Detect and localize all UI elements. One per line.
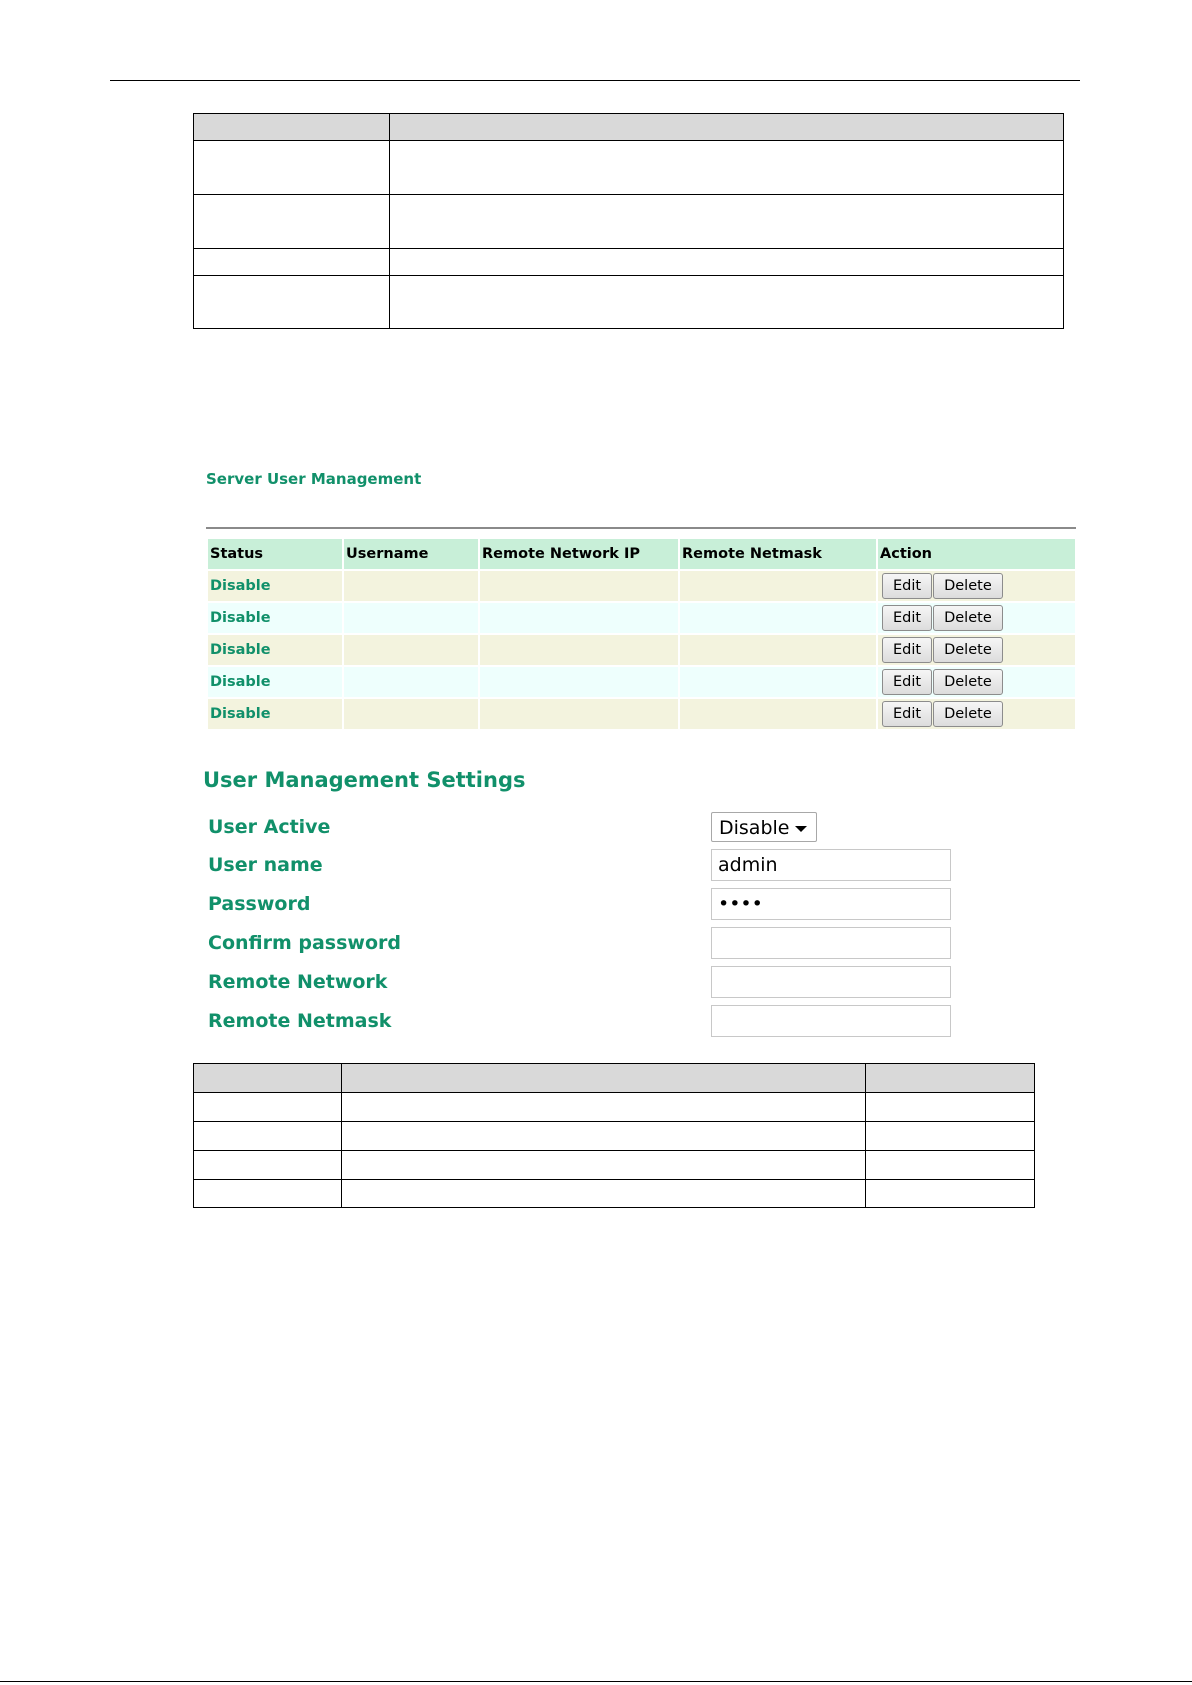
confirm-password-label: Confirm password [208, 932, 402, 954]
delete-button[interactable]: Delete [933, 605, 1003, 631]
action-cell [878, 699, 1075, 729]
action-cell [878, 667, 1075, 697]
user-list-header [208, 539, 1075, 569]
edit-button[interactable]: Edit [882, 701, 932, 727]
table-row [194, 1093, 1035, 1122]
table-row [194, 1122, 1035, 1151]
action-cell [878, 635, 1075, 665]
password-label: Password [208, 893, 311, 915]
remote-netmask-cell [680, 571, 876, 601]
remote-network-label: Remote Network [208, 971, 388, 993]
table-row [194, 141, 1064, 195]
table-header-row [194, 1064, 1035, 1093]
user-name-input[interactable] [711, 849, 951, 881]
status-cell: Disable [208, 667, 342, 697]
action-cell [878, 603, 1075, 633]
edit-button[interactable]: Edit [882, 669, 932, 695]
table-row [208, 667, 1075, 697]
username-cell [344, 699, 478, 729]
table-row [194, 1180, 1035, 1208]
table-row [208, 603, 1075, 633]
status-cell: Disable [208, 603, 342, 633]
table-row [194, 1151, 1035, 1180]
status-cell: Disable [208, 635, 342, 665]
user-active-label: User Active [208, 816, 331, 838]
action-cell [878, 571, 1075, 601]
table-row [194, 195, 1064, 249]
dropdown-arrow-icon [795, 826, 807, 832]
delete-button[interactable]: Delete [933, 669, 1003, 695]
footer-rule [0, 1681, 1192, 1682]
remote-ip-cell [480, 699, 678, 729]
server-user-management-title: Server User Management [206, 470, 422, 488]
document-table-top [193, 113, 1064, 329]
user-list-table [206, 537, 1077, 731]
remote-netmask-cell [680, 667, 876, 697]
section-divider [206, 527, 1076, 529]
status-cell: Disable [208, 699, 342, 729]
edit-button[interactable]: Edit [882, 605, 932, 631]
table-row [208, 699, 1075, 729]
table-row [194, 249, 1064, 276]
delete-button[interactable]: Delete [933, 637, 1003, 663]
column-header-remote-network-ip: Remote Network IP [480, 539, 678, 569]
user-active-select[interactable] [711, 812, 817, 842]
user-active-value: Disable [719, 817, 790, 839]
edit-button[interactable]: Edit [882, 637, 932, 663]
remote-ip-cell [480, 667, 678, 697]
remote-ip-cell [480, 571, 678, 601]
table-row [208, 635, 1075, 665]
table-row [208, 571, 1075, 601]
document-table-bottom [193, 1063, 1035, 1208]
table-header-row [194, 114, 1064, 141]
column-header-action: Action [878, 539, 1075, 569]
column-header-username: Username [344, 539, 478, 569]
confirm-password-input[interactable] [711, 927, 951, 959]
username-cell [344, 667, 478, 697]
remote-netmask-cell [680, 635, 876, 665]
remote-ip-cell [480, 603, 678, 633]
user-management-settings-title: User Management Settings [203, 768, 526, 792]
password-input[interactable] [711, 888, 951, 920]
table-row [194, 276, 1064, 329]
user-name-label: User name [208, 854, 323, 876]
edit-button[interactable]: Edit [882, 573, 932, 599]
username-cell [344, 635, 478, 665]
remote-netmask-cell [680, 603, 876, 633]
username-cell [344, 603, 478, 633]
delete-button[interactable]: Delete [933, 573, 1003, 599]
remote-netmask-cell [680, 699, 876, 729]
delete-button[interactable]: Delete [933, 701, 1003, 727]
column-header-remote-netmask: Remote Netmask [680, 539, 876, 569]
header-rule [110, 80, 1080, 81]
column-header-status: Status [208, 539, 342, 569]
remote-netmask-input[interactable] [711, 1005, 951, 1037]
status-cell: Disable [208, 571, 342, 601]
username-cell [344, 571, 478, 601]
remote-ip-cell [480, 635, 678, 665]
remote-netmask-label: Remote Netmask [208, 1010, 392, 1032]
remote-network-input[interactable] [711, 966, 951, 998]
